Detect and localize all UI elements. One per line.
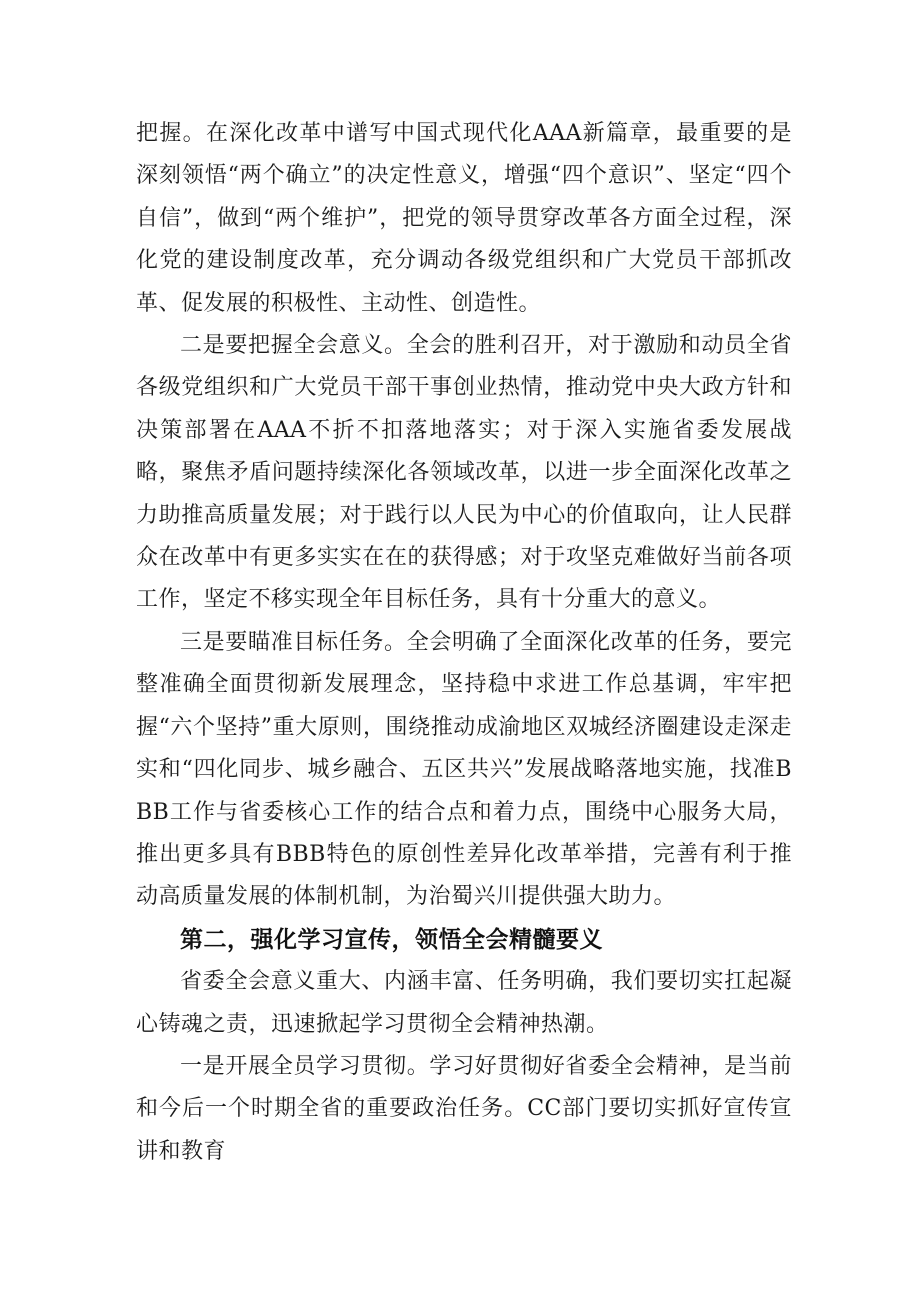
paragraph-4: 省委全会意义重大、内涵丰富、任务明确，我们要切实扛起凝心铸魂之责，迅速掀起学习贯彻全会精神热潮。	[136, 969, 792, 1037]
paragraph-5: 一是开展全员学习贯彻。学习好贯彻好省委全会精神，是当前和今后一个时期全省的重要政治任务。CC部门要切实抓好宣传宣讲和教育	[136, 1053, 792, 1164]
paragraph-2: 二是要把握全会意义。全会的胜利召开，对于激励和动员全省各级党组织和广大党员干部干事创业热情，推动党中央大政方针和决策部署在AAA不折不扣落地落实；对于深入实施省委发展战略，聚焦矛盾问题持续深化各领域改革，以进一步全面深化改革之力助推高质量发展；对于践行以人民为中心的价值取向，让人民群众在改革中有更多实实在在的获得感；对于攻坚克难做好当前各项工作，坚定不移实现全年目标任务，具有十分重大的意义。	[136, 333, 792, 613]
paragraph-3: 三是要瞄准目标任务。全会明确了全面深化改革的任务，要完整准确全面贯彻新发展理念，坚持稳中求进工作总基调，牢牢把握“六个坚持”重大原则，围绕推动成渝地区双城经济圈建设走深走实和“四化同步、城乡融合、五区共兴”发展战略落地实施，找准BBB工作与省委核心工作的结合点和着力点，围绕中心服务大局，推出更多具有BBB特色的原创性差异化改革举措，完善有利于推动高质量发展的体制机制，为治蜀兴川提供强大助力。	[136, 629, 792, 910]
section-heading: 第二，强化学习宣传，领悟全会精髓要义	[180, 926, 603, 953]
document-body	[136, 113, 792, 1173]
paragraph-1: 把握。在深化改革中谱写中国式现代化AAA新篇章，最重要的是深刻领悟“两个确立”的决定性意义，增强“四个意识”、坚定“四个自信”，做到“两个维护”，把党的领导贯穿改革各方面全过程，深化党的建设制度改革，充分调动各级党组织和广大党员干部抓改革、促发展的积极性、主动性、创造性。	[136, 121, 792, 316]
